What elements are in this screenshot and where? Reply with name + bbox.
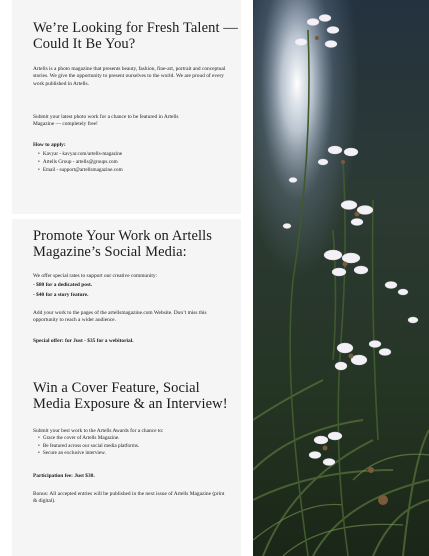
section3-title: Win a Cover Feature, Social Media Exposure & an Interview!	[33, 380, 228, 412]
list-item: • Email - support@artellsmagazine.com	[38, 166, 123, 174]
section2-intro: We offer special rates to support our creative community:	[33, 273, 158, 279]
list-item: • Grace the cover of Artells Magazine.	[38, 435, 139, 443]
flower-photo	[253, 0, 429, 556]
section2-title: Promote Your Work on Artells Magazine’s Social Media:	[33, 228, 213, 260]
list-item: • Kavyar - kavyar.com/artells-magazine	[38, 150, 123, 158]
awards-list	[38, 435, 139, 458]
bonus-note: Bonus: All accepted entries will be published in the next issue of Artells Magazine (print & digital).	[33, 491, 225, 505]
section1-title: We’re Looking for Fresh Talent — Could It Be You?	[33, 20, 238, 52]
special-offer: Special offer: for Just - $35 for a webitorial.	[33, 338, 134, 344]
apply-list	[38, 150, 123, 175]
list-item: • Artells Group - artells@groups.com	[38, 158, 123, 166]
flower-photo-art	[253, 0, 429, 556]
participation-fee: Participation fee: Just $30.	[33, 473, 95, 479]
list-item: • Be featured across our social media platforms.	[38, 443, 139, 451]
list-item: • Secure an exclusive interview.	[38, 450, 139, 458]
rate-dedicated-post: - $80 for a dedicated post.	[33, 282, 93, 288]
how-to-apply-heading: How to apply:	[33, 142, 66, 148]
section1-intro: Artells is a photo magazine that presents beauty, fashion, fine-art, portrait and conceptual stories. We give the opportunity to present ourselves to the world. We are proud of every work published in Artells.	[33, 66, 226, 87]
section3-intro: Submit your best work to the Artells Awards for a chance to:	[33, 428, 164, 434]
section2-website: Add your work to the pages of the artellsmagazine.com Website. Don’t miss this opportunity to reach a wider audience.	[33, 310, 207, 324]
section1-submit: Submit your latest photo work for a chance to be featured in Artells Magazine — completely free!	[33, 114, 179, 128]
rate-story-feature: - $40 for a story feature.	[33, 292, 89, 298]
